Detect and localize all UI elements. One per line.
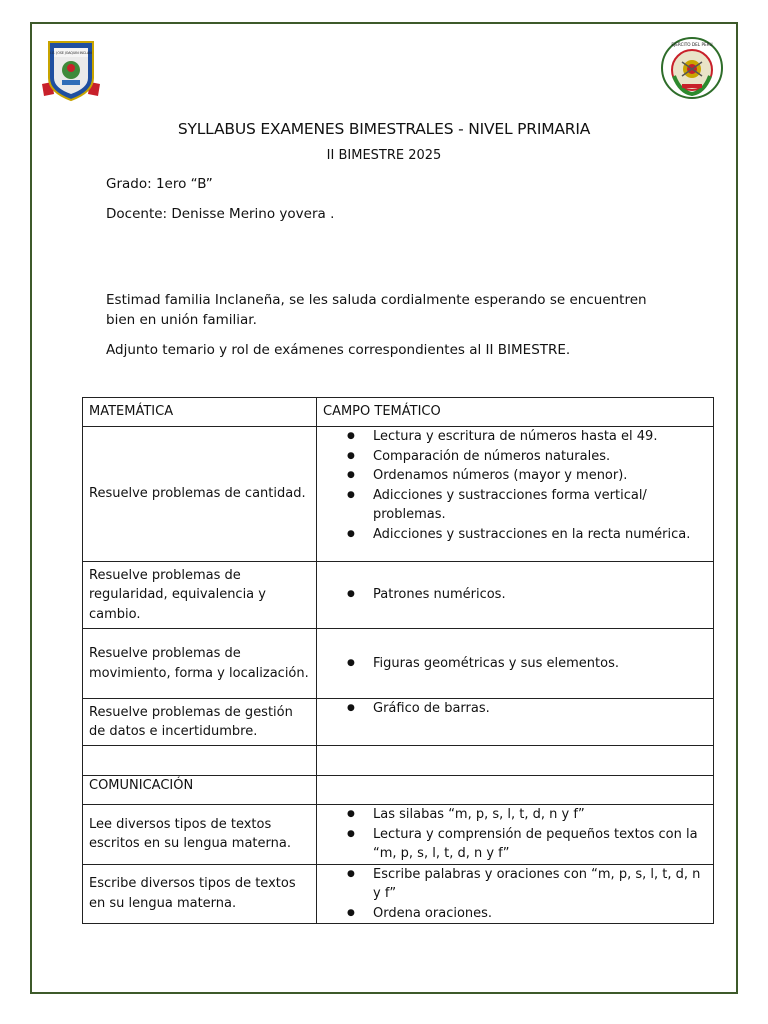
school-crest-logo — [40, 38, 102, 104]
army-seal-logo — [660, 36, 724, 100]
temas-cell — [317, 562, 714, 629]
temas-cell — [317, 629, 714, 699]
list-item: ● Ordena oraciones. — [347, 904, 707, 924]
docente-line: Docente: Denisse Merino yovera . — [106, 206, 335, 222]
table-header-row — [83, 398, 714, 427]
list-item: ● Escribe palabras y oraciones con “m, p, s, l, t, d, n y f” — [347, 865, 707, 904]
document-title: SYLLABUS EXAMENES BIMESTRALES - NIVEL PRIMARIA — [177, 120, 591, 138]
table-row — [83, 427, 714, 562]
list-item: ● Patrones numéricos. — [347, 585, 707, 605]
table-row — [83, 629, 714, 699]
list-item: ● Figuras geométricas y sus elementos. — [347, 654, 707, 674]
temas-list — [323, 865, 707, 924]
competencia-cell: Escribe diversos tipos de textos en su lengua materna. — [83, 864, 317, 924]
temas-cell — [317, 699, 714, 746]
list-item: ● Adicciones y sustracciones en la recta numérica. — [347, 525, 707, 545]
header-campo-tematico: CAMPO TEMÁTICO — [317, 398, 714, 427]
temas-list — [323, 699, 707, 719]
competencia-cell: Resuelve problemas de regularidad, equivalencia y cambio. — [83, 562, 317, 629]
grado-line: Grado: 1ero “B” — [106, 176, 213, 192]
list-item: ● Adicciones y sustracciones forma vertical/ problemas. — [347, 486, 707, 525]
temas-list — [323, 805, 707, 864]
list-item: ● Lectura y comprensión de pequeños textos con la “m, p, s, l, t, d, n y f” — [347, 825, 707, 864]
document-subtitle: II BIMESTRE 2025 — [326, 148, 442, 163]
competencia-cell: Resuelve problemas de cantidad. — [83, 427, 317, 562]
table-empty-row — [83, 746, 714, 776]
school-crest-lettering: I.E. JOSE JOAQUIN INCLAN — [50, 51, 92, 55]
header-matematica: MATEMÁTICA — [83, 398, 317, 427]
temas-list — [323, 654, 707, 674]
temas-cell — [317, 805, 714, 865]
list-item: ● Comparación de números naturales. — [347, 447, 707, 467]
adjunto-paragraph: Adjunto temario y rol de exámenes correspondientes al II BIMESTRE. — [106, 342, 571, 358]
table-row — [83, 562, 714, 629]
table-row — [83, 805, 714, 865]
temas-list — [323, 427, 707, 544]
competencia-cell: Lee diversos tipos de textos escritos en su lengua materna. — [83, 805, 317, 865]
competencia-cell: Resuelve problemas de movimiento, forma y localización. — [83, 629, 317, 699]
temas-list — [323, 585, 707, 605]
competencia-cell: Resuelve problemas de gestión de datos e incertidumbre. — [83, 699, 317, 746]
intro-paragraph: Estimad familia Inclaneña, se les saluda cordialmente esperando se encuentren bien en unión familiar. — [106, 292, 647, 328]
table-row — [83, 699, 714, 746]
empty-cell — [317, 776, 714, 805]
header-comunicacion: COMUNICACIÓN — [83, 776, 317, 805]
temas-cell — [317, 864, 714, 924]
empty-cell — [317, 746, 714, 776]
list-item: ● Ordenamos números (mayor y menor). — [347, 466, 707, 486]
table-section-row — [83, 776, 714, 805]
list-item: ● Gráfico de barras. — [347, 699, 707, 719]
list-item: ● Lectura y escritura de números hasta el 49. — [347, 427, 707, 447]
temas-cell — [317, 427, 714, 562]
empty-cell — [83, 746, 317, 776]
table-row — [83, 864, 714, 924]
list-item: ● Las silabas “m, p, s, l, t, d, n y f” — [347, 805, 707, 825]
syllabus-table — [82, 397, 714, 924]
army-seal-lettering: EJERCITO DEL PERU — [671, 42, 713, 47]
